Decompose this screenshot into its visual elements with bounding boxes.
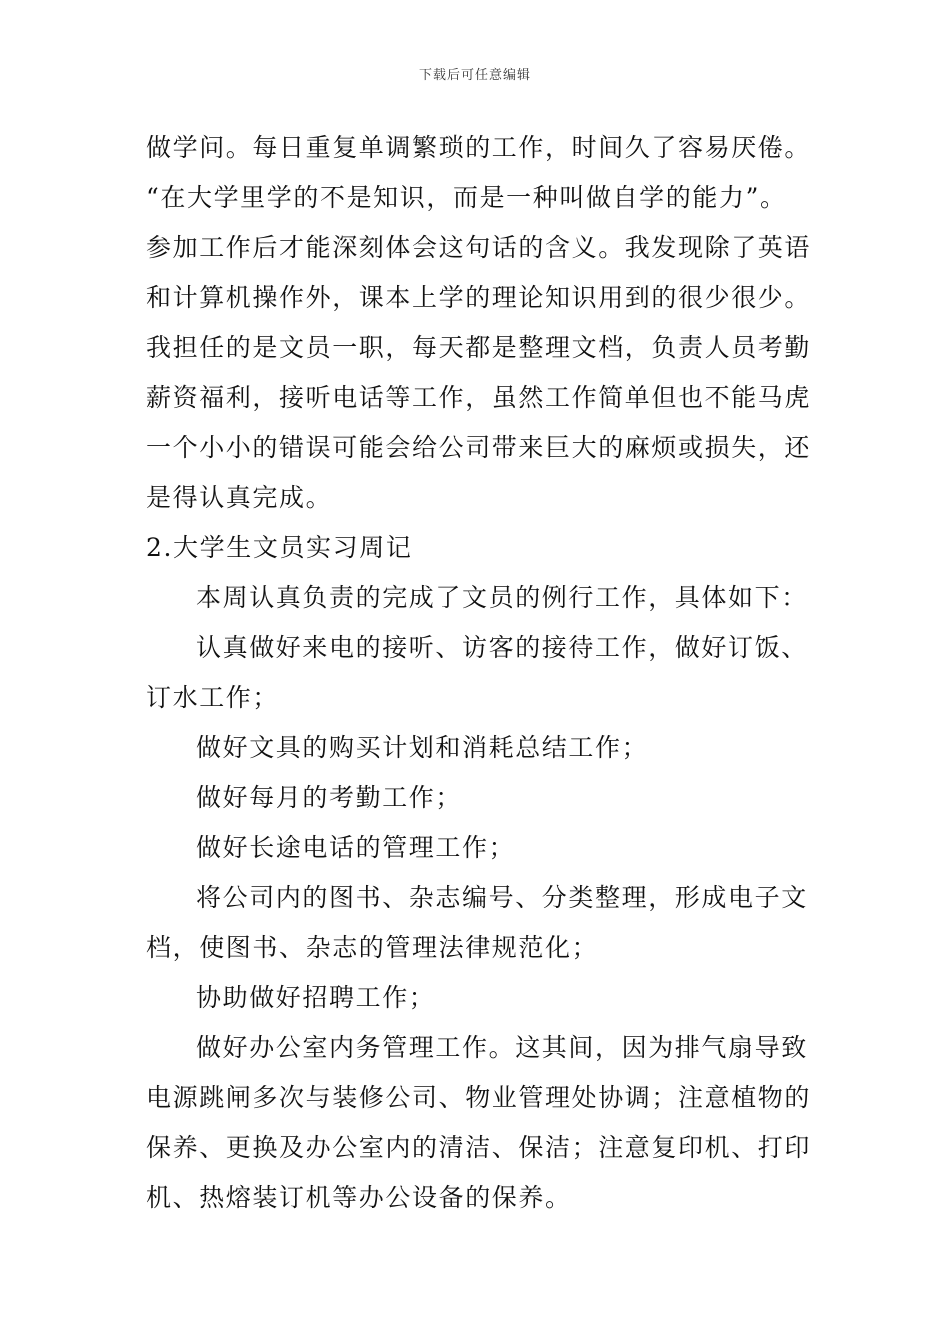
text-line: 是得认真完成。 [146,483,333,512]
text-line: 本周认真负责的完成了文员的例行工作，具体如下： [196,583,808,612]
text-line: 一个小小的错误可能会给公司带来巨大的麻烦或损失，还 [146,433,812,462]
text-line: 电源跳闸多次与装修公司、物业管理处协调；注意植物的 [146,1083,812,1112]
text-line: 协助做好招聘工作； [196,983,436,1012]
text-line: 做学问。每日重复单调繁琐的工作，时间久了容易厌倦。 [146,133,812,162]
text-line: 做好办公室内务管理工作。这其间，因为排气扇导致 [196,1033,808,1062]
text-line: 保养、更换及办公室内的清洁、保洁；注意复印机、打印 [146,1133,812,1162]
text-line: 2.大学生文员实习周记 [146,533,413,562]
text-line: 订水工作； [146,683,280,712]
text-line: 做好每月的考勤工作； [196,783,463,812]
text-line: 做好文具的购买计划和消耗总结工作； [196,733,649,762]
text-line: 机、热熔装订机等办公设备的保养。 [146,1183,572,1212]
text-line: 将公司内的图书、杂志编号、分类整理，形成电子文 [196,883,808,912]
document-body [146,123,811,1223]
text-line: 认真做好来电的接听、访客的接待工作，做好订饭、 [196,633,808,662]
text-line: “在大学里学的不是知识，而是一种叫做自学的能力”。 [146,183,787,212]
text-line: 薪资福利，接听电话等工作，虽然工作简单但也不能马虎 [146,383,812,412]
text-line: 和计算机操作外，课本上学的理论知识用到的很少很少。 [146,283,812,312]
text-line: 我担任的是文员一职，每天都是整理文档，负责人员考勤 [146,333,812,362]
text-line: 档，使图书、杂志的管理法律规范化； [146,933,599,962]
page-header: 下载后可任意编辑 [418,68,531,83]
text-line: 做好长途电话的管理工作； [196,833,516,862]
text-line: 参加工作后才能深刻体会这句话的含义。我发现除了英语 [146,233,812,262]
